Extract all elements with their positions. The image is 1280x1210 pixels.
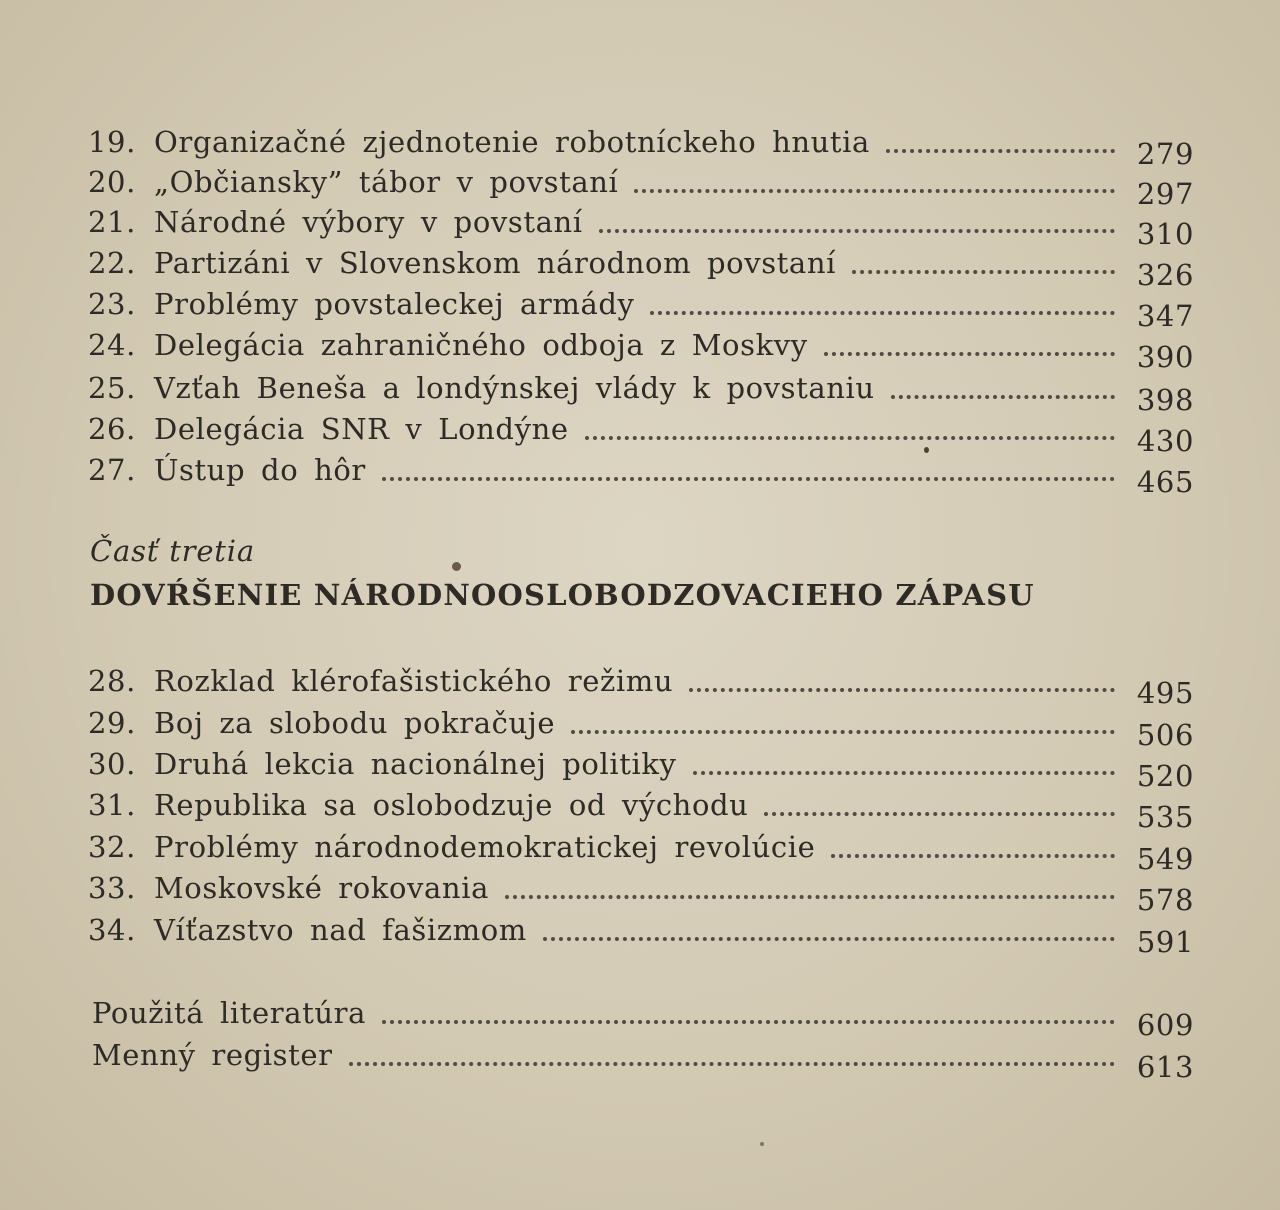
page-number: 609 <box>1136 1008 1194 1042</box>
toc-entry <box>88 409 1194 458</box>
dot-leader <box>764 812 1114 816</box>
toc-entry <box>88 661 1194 710</box>
chapter-number: 26. <box>88 412 136 446</box>
page-number: 578 <box>1136 883 1194 917</box>
dot-leader <box>505 895 1115 899</box>
chapter-title: Delegácia zahraničného odboja z Moskvy <box>154 328 808 362</box>
toc-entry <box>88 162 1194 211</box>
paper-speck <box>924 447 929 453</box>
chapter-title: Rozklad klérofašistického režimu <box>154 664 674 698</box>
part-label: Časť tretia <box>90 534 255 568</box>
dot-leader <box>886 149 1115 153</box>
page-number: 506 <box>1136 718 1194 752</box>
back-matter-title: Použitá literatúra <box>92 996 366 1030</box>
toc-entry <box>88 284 1194 333</box>
chapter-title: Vzťah Beneša a londýnskej vlády k povstaniu <box>154 371 875 405</box>
chapter-title: Moskovské rokovania <box>154 871 489 905</box>
toc-entry <box>88 450 1194 499</box>
chapter-title: Problémy národnodemokratickej revolúcie <box>154 830 816 864</box>
dot-leader <box>599 229 1115 233</box>
toc-entry <box>92 993 1194 1042</box>
chapter-number: 22. <box>88 246 136 280</box>
back-matter-title: Menný register <box>92 1038 333 1072</box>
chapter-number: 24. <box>88 328 136 362</box>
chapter-number: 27. <box>88 453 136 487</box>
dot-leader <box>349 1062 1115 1066</box>
toc-entry <box>92 1035 1194 1084</box>
chapter-number: 20. <box>88 165 136 199</box>
dot-leader <box>382 477 1115 481</box>
chapter-title: Boj za slobodu pokračuje <box>154 706 556 740</box>
chapter-title: Organizačné zjednotenie robotníckeho hnutia <box>154 125 870 159</box>
chapter-number: 31. <box>88 788 136 822</box>
page-number: 398 <box>1136 383 1194 417</box>
chapter-title: Druhá lekcia nacionálnej politiky <box>154 747 677 781</box>
dot-leader <box>693 771 1115 775</box>
page-number: 310 <box>1136 217 1194 251</box>
page-number: 326 <box>1136 258 1194 292</box>
toc-entry <box>88 325 1194 374</box>
toc-entry <box>88 827 1194 876</box>
page-number: 297 <box>1136 177 1194 211</box>
dot-leader <box>831 854 1114 858</box>
dot-leader <box>571 730 1115 734</box>
dot-leader <box>382 1020 1115 1024</box>
dot-leader <box>543 937 1115 941</box>
chapter-number: 33. <box>88 871 136 905</box>
page-number: 347 <box>1136 299 1194 333</box>
chapter-number: 30. <box>88 747 136 781</box>
chapter-title: Partizáni v Slovenskom národnom povstaní <box>154 246 836 280</box>
page-number: 613 <box>1136 1050 1194 1084</box>
dot-leader <box>689 688 1115 692</box>
dot-leader <box>634 189 1114 193</box>
page-number: 465 <box>1136 465 1194 499</box>
dot-leader <box>585 436 1115 440</box>
page-number: 279 <box>1136 137 1194 171</box>
chapter-number: 21. <box>88 205 136 239</box>
toc-entry <box>88 243 1194 292</box>
toc-entry <box>88 703 1194 752</box>
page-number: 591 <box>1136 925 1194 959</box>
toc-entry <box>88 785 1194 834</box>
page-number: 520 <box>1136 759 1194 793</box>
toc-entry <box>88 122 1194 171</box>
chapter-number: 29. <box>88 706 136 740</box>
part-title: DOVŔŠENIE NÁRODNOOSLOBODZOVACIEHO ZÁPASU <box>90 578 1035 612</box>
chapter-number: 19. <box>88 125 136 159</box>
chapter-title: Ústup do hôr <box>154 453 366 487</box>
chapter-title: Problémy povstaleckej armády <box>154 287 635 321</box>
chapter-number: 23. <box>88 287 136 321</box>
toc-entry <box>88 202 1194 251</box>
dot-leader <box>891 395 1115 399</box>
chapter-number: 28. <box>88 664 136 698</box>
toc-entry <box>88 744 1194 793</box>
chapter-title: Delegácia SNR v Londýne <box>154 412 569 446</box>
paper-speck <box>452 562 461 571</box>
dot-leader <box>824 352 1115 356</box>
chapter-number: 32. <box>88 830 136 864</box>
chapter-number: 25. <box>88 371 136 405</box>
page-number: 535 <box>1136 800 1194 834</box>
chapter-title: Republika sa oslobodzuje od východu <box>154 788 749 822</box>
toc-entry <box>88 868 1194 917</box>
toc-entry <box>88 368 1194 417</box>
chapter-number: 34. <box>88 913 136 947</box>
chapter-title: Víťazstvo nad fašizmom <box>154 913 527 947</box>
page-number: 495 <box>1136 676 1194 710</box>
chapter-title: Národné výbory v povstaní <box>154 205 583 239</box>
dot-leader <box>852 270 1115 274</box>
toc-entry <box>88 910 1194 959</box>
paper-speck <box>760 1142 764 1146</box>
chapter-title: „Občiansky” tábor v povstaní <box>154 165 619 199</box>
page-number: 430 <box>1136 424 1194 458</box>
dot-leader <box>650 311 1114 315</box>
page-number: 390 <box>1136 340 1194 374</box>
page-number: 549 <box>1136 842 1194 876</box>
